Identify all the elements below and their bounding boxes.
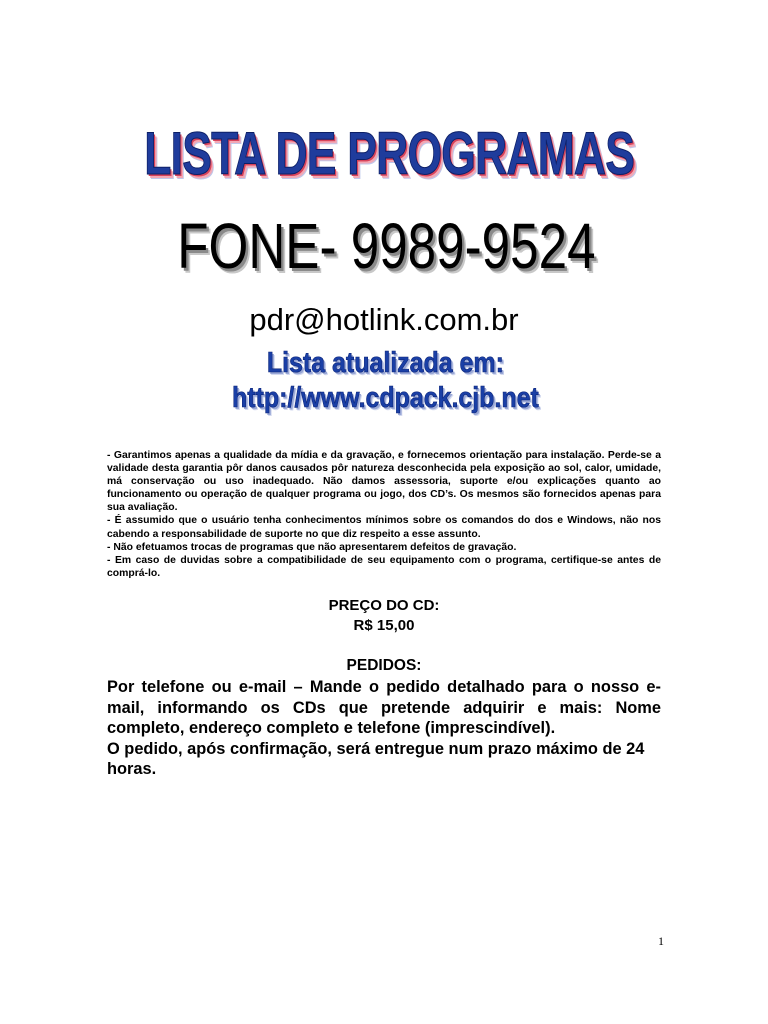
note-item: - Não efetuamos trocas de programas que não apresentarem defeitos de gravação. bbox=[107, 541, 517, 553]
orders-label: PEDIDOS: bbox=[346, 657, 422, 674]
phone-number: FONE- 9989-9524 bbox=[177, 210, 596, 282]
price-label: PREÇO DO CD: bbox=[328, 597, 440, 614]
terms-notes bbox=[107, 449, 661, 580]
orders-instructions: Por telefone ou e-mail – Mande o pedido detalhado para o nosso e-mail, informando os CDs que pretende adquirir e mais: Nome completo, endereço completo e telefone (imprescindível). bbox=[107, 678, 661, 738]
orders-delivery: O pedido, após confirmação, será entregue num prazo máximo de 24 horas. bbox=[107, 739, 645, 779]
price-value: R$ 15,00 bbox=[353, 617, 415, 634]
note-item: - É assumido que o usuário tenha conhecimentos mínimos sobre os comandos do dos e Windows, não nos cabendo a responsabilidade de suporte no que diz respeito a esse assunto. bbox=[107, 515, 661, 540]
website-url: http://www.cdpack.cjb.net bbox=[232, 382, 539, 414]
updated-label: Lista atualizada em: bbox=[266, 347, 504, 379]
page-number: 1 bbox=[658, 934, 664, 948]
page-title: LISTA DE PROGRAMAS bbox=[144, 120, 635, 187]
note-item: - Garantimos apenas a qualidade da mídia e da gravação, e fornecemos orientação para instalação. Perde-se a validade desta garantia pôr danos causados pôr natureza desconhecida pela exposição ao sol, calor, umidade, má conservação ou uso inadequado. Não damos assessoria, suporte e/ou explicações quanto ao funcionamento ou operação de qualquer programa ou jogo, dos CD’s. Os mesmos são fornecidos apenas para sua avaliação. bbox=[107, 450, 661, 514]
orders-section bbox=[107, 677, 661, 780]
email-address: pdr@hotlink.com.br bbox=[249, 302, 519, 337]
note-item: - Em caso de duvidas sobre a compatibilidade de seu equipamento com o programa, certifique-se antes de comprá-lo. bbox=[107, 554, 661, 579]
